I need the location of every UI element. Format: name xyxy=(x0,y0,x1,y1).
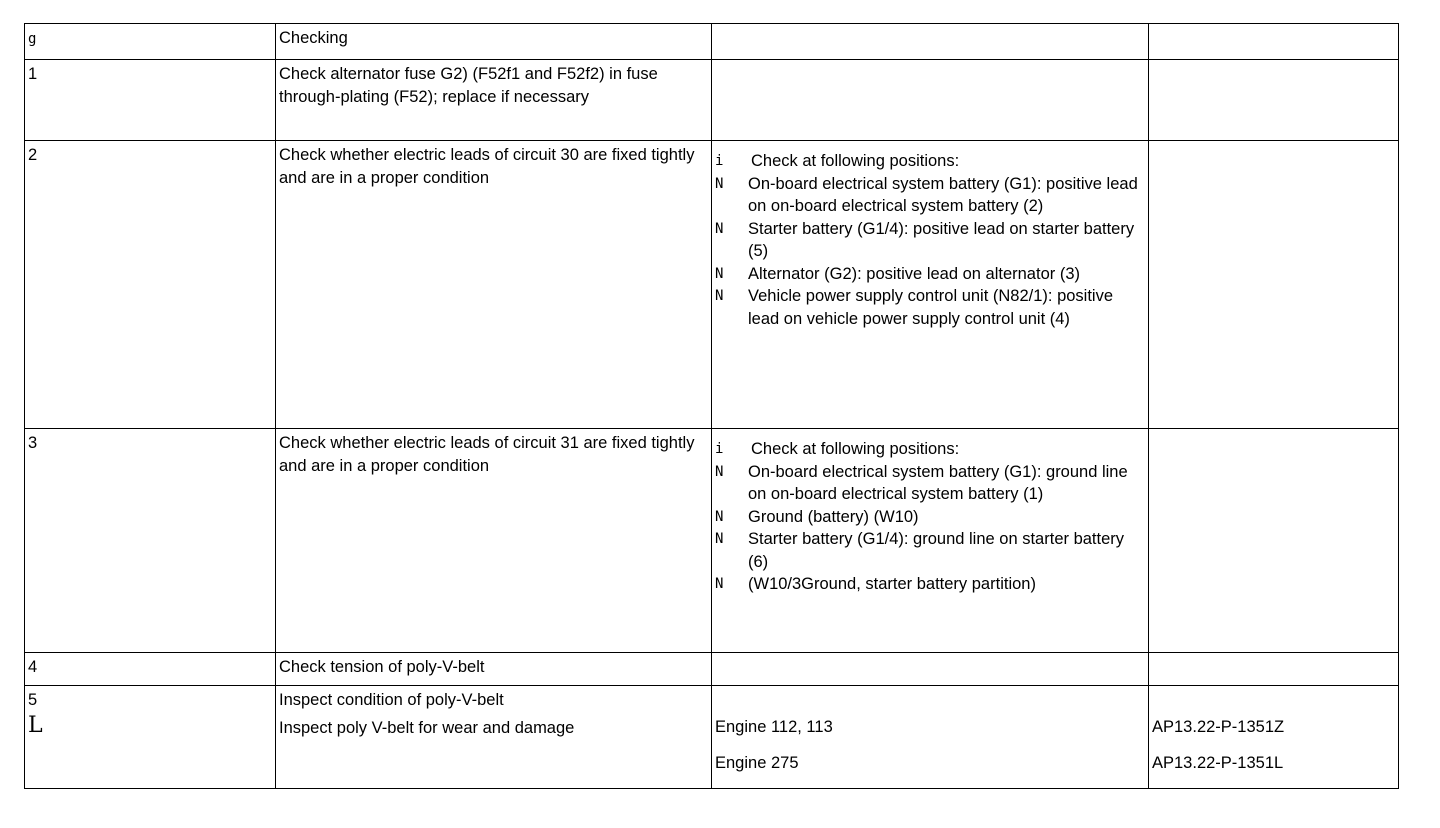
position-notes xyxy=(715,144,1145,330)
step-text: Inspect condition of poly-V-belt xyxy=(279,691,504,709)
note-text: Starter battery (G1/4): ground line on starter battery (6) xyxy=(748,530,1125,571)
note-item xyxy=(715,528,1145,573)
notes-cell xyxy=(712,60,1149,141)
step-text-cell xyxy=(276,141,712,429)
step-text-cell xyxy=(276,60,712,141)
info-icon: i xyxy=(715,441,724,457)
note-text: Alternator (G2): positive lead on alternator (3) xyxy=(748,264,1080,283)
notes-cell xyxy=(712,429,1149,653)
header-empty-cell xyxy=(712,24,1149,60)
note-item xyxy=(715,506,1145,529)
step-number-cell xyxy=(25,653,276,686)
header-title: Checking xyxy=(279,29,348,47)
reference-cell xyxy=(1149,653,1399,686)
note-item xyxy=(715,461,1145,506)
table-row-header xyxy=(25,24,1399,60)
step-text: Check tension of poly-V-belt xyxy=(279,658,485,676)
table-row xyxy=(25,60,1399,141)
sub-step-marker: L xyxy=(28,712,43,738)
table-row xyxy=(25,686,1399,789)
note-text: Check at following positions: xyxy=(751,440,960,458)
note-item xyxy=(715,438,1145,461)
engine-list xyxy=(715,716,1145,788)
step-text-cell xyxy=(276,653,712,686)
reference-cell xyxy=(1149,686,1399,789)
reference-cell xyxy=(1149,141,1399,429)
header-empty-cell xyxy=(1149,24,1399,60)
reference-cell xyxy=(1149,60,1399,141)
note-item xyxy=(715,263,1145,286)
bullet-icon: N xyxy=(715,220,724,237)
bullet-icon: N xyxy=(715,265,724,282)
note-text: Check at following positions: xyxy=(751,152,960,170)
step-number-cell xyxy=(25,686,276,789)
table-row xyxy=(25,429,1399,653)
notes-cell xyxy=(712,141,1149,429)
header-marker: g xyxy=(28,31,37,47)
procedure-table xyxy=(24,23,1399,789)
reference-link[interactable]: AP13.22-P-1351Z xyxy=(1152,718,1285,736)
note-item xyxy=(715,573,1145,596)
table-row xyxy=(25,141,1399,429)
step-number: 3 xyxy=(28,434,38,452)
step-number-cell xyxy=(25,141,276,429)
step-number: 2 xyxy=(28,146,38,164)
step-text: Check alternator fuse G2) (F52f1 and F52f2) in fuse through-plating (F52); replace if necessary xyxy=(279,65,658,106)
step-number: 4 xyxy=(28,658,38,676)
step-text-cell xyxy=(276,686,712,789)
bullet-icon: N xyxy=(715,288,724,304)
note-text: Starter battery (G1/4): positive lead on starter battery (5) xyxy=(748,219,1135,260)
sub-step-text: Inspect poly V-belt for wear and damage xyxy=(279,718,575,737)
reference-link[interactable]: AP13.22-P-1351L xyxy=(1152,754,1284,772)
step-text: Check whether electric leads of circuit 31 are fixed tightly and are in a proper condition xyxy=(279,434,695,475)
step-text-cell xyxy=(276,429,712,653)
notes-cell xyxy=(712,686,1149,789)
bullet-icon: N xyxy=(715,508,724,525)
note-text: On-board electrical system battery (G1): positive lead on on-board electrical system battery (2) xyxy=(748,174,1138,215)
notes-cell xyxy=(712,653,1149,686)
note-text: (W10/3Ground, starter battery partition) xyxy=(748,575,1036,593)
header-marker-cell xyxy=(25,24,276,60)
engine-item: Engine 275 xyxy=(715,754,799,772)
step-number-cell xyxy=(25,429,276,653)
table-row xyxy=(25,653,1399,686)
bullet-icon: N xyxy=(715,576,724,592)
reference-list xyxy=(1152,716,1395,788)
note-text: Vehicle power supply control unit (N82/1): positive lead on vehicle power supply control unit (4) xyxy=(748,287,1114,328)
step-text: Check whether electric leads of circuit 30 are fixed tightly and are in a proper condition xyxy=(279,146,695,187)
bullet-icon: N xyxy=(715,531,724,547)
note-text: On-board electrical system battery (G1): ground line on on-board electrical system battery (1) xyxy=(748,462,1128,503)
step-number: 5 xyxy=(28,691,38,709)
reference-cell xyxy=(1149,429,1399,653)
bullet-icon: N xyxy=(715,175,724,192)
position-notes xyxy=(715,432,1145,596)
step-number: 1 xyxy=(28,65,38,83)
header-title-cell xyxy=(276,24,712,60)
note-item xyxy=(715,218,1145,263)
note-text: Ground (battery) (W10) xyxy=(748,507,919,526)
info-icon: i xyxy=(715,153,724,169)
note-item xyxy=(715,173,1145,218)
note-item xyxy=(715,150,1145,173)
bullet-icon: N xyxy=(715,463,724,480)
note-item xyxy=(715,285,1145,330)
engine-item: Engine 112, 113 xyxy=(715,718,833,736)
step-number-cell xyxy=(25,60,276,141)
